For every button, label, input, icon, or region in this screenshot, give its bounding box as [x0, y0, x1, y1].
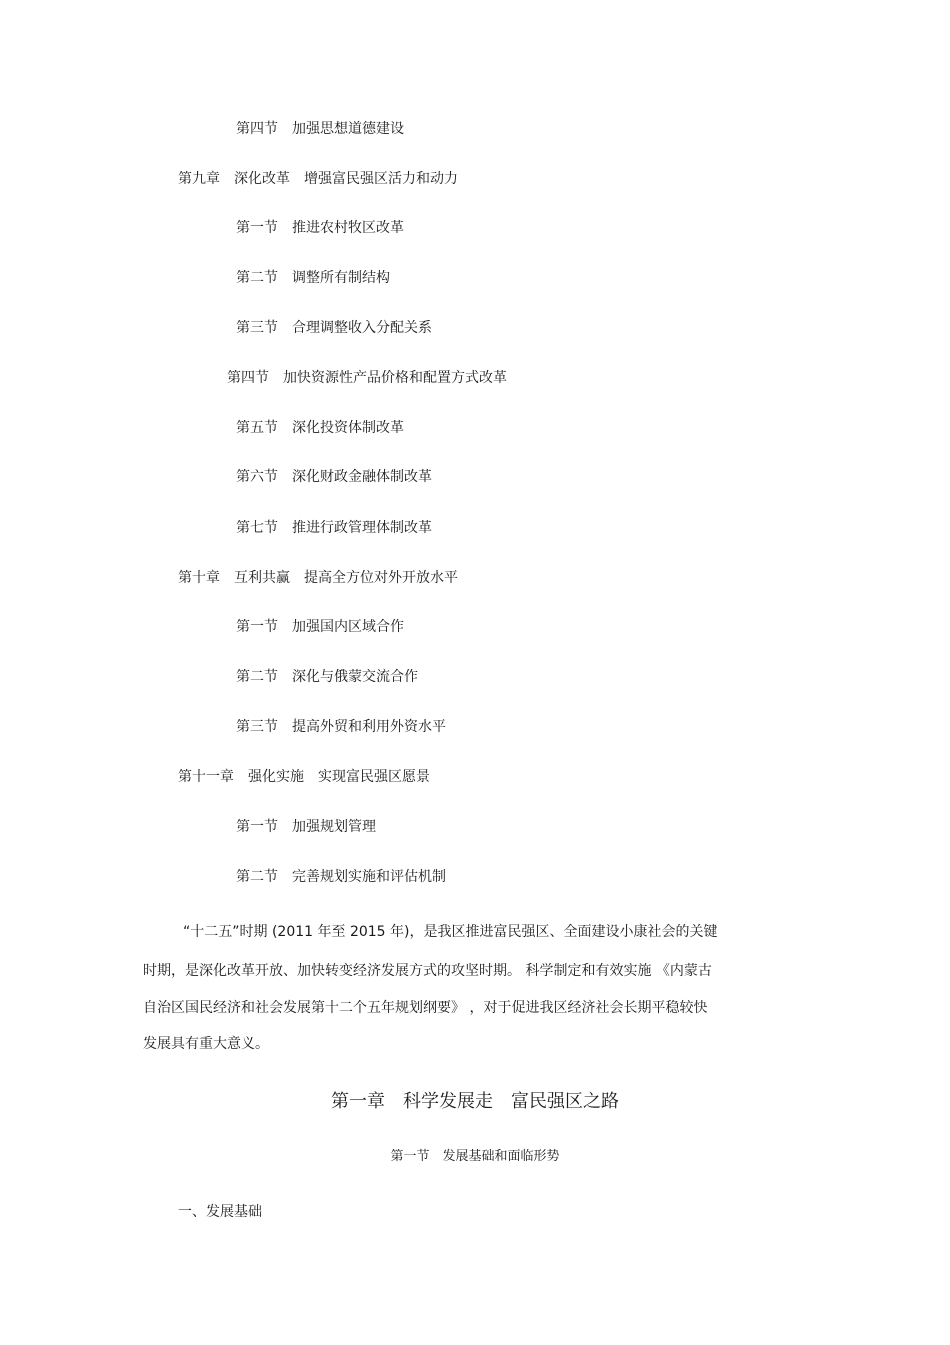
toc-entry [236, 617, 404, 637]
toc-chapter-entry [178, 169, 458, 189]
toc-entry-number: 第六节 [236, 469, 278, 485]
toc-entry [236, 318, 432, 338]
toc-entry [236, 867, 446, 887]
toc-entry-title: 加强国内区域合作 [292, 619, 404, 635]
toc-entry-title: 推进行政管理体制改革 [292, 520, 432, 536]
toc-entry-number: 第二节 [236, 869, 278, 885]
toc-entry-number: 第五节 [236, 420, 278, 436]
toc-entry [236, 518, 432, 538]
toc-entry [236, 467, 432, 487]
toc-entry [236, 667, 418, 687]
toc-entry-title: 加强思想道德建设 [292, 121, 404, 137]
toc-entry-number: 第四节 [236, 121, 278, 137]
toc-entry-title: 强化实施 实现富民强区愿景 [248, 769, 430, 785]
toc-entry-number: 第七节 [236, 520, 278, 536]
toc-entry-title: 加强规划管理 [292, 819, 376, 835]
toc-entry-number: 第一节 [236, 619, 278, 635]
toc-entry [236, 418, 404, 438]
toc-chapter-entry [178, 568, 458, 588]
toc-entry-number: 第一节 [236, 220, 278, 236]
toc-entry-title: 推进农村牧区改革 [292, 220, 404, 236]
toc-entry-number: 第二节 [236, 270, 278, 286]
subsection-heading: 一、发展基础 [178, 1204, 262, 1220]
toc-entry-title: 深化改革 增强富民强区活力和动力 [234, 171, 458, 187]
toc-chapter-entry [178, 767, 430, 787]
toc-entry-title: 深化投资体制改革 [292, 420, 404, 436]
toc-entry-number: 第十一章 [178, 769, 234, 785]
toc-entry-title: 互利共赢 提高全方位对外开放水平 [234, 570, 458, 586]
toc-entry-number: 第一节 [236, 819, 278, 835]
toc-entry [236, 218, 404, 238]
toc-entry-number: 第九章 [178, 171, 220, 187]
toc-entry-title: 深化与俄蒙交流合作 [292, 669, 418, 685]
toc-entry [227, 368, 507, 388]
toc-entry [236, 717, 446, 737]
toc-entry-number: 第二节 [236, 669, 278, 685]
intro-paragraph-line: “十二五”时期 (2011 年至 2015 年)，是我区推进富民强区、全面建设小康社会的关键 [183, 924, 718, 940]
toc-entry-number: 第三节 [236, 320, 278, 336]
toc-entry-title: 加快资源性产品价格和配置方式改革 [283, 370, 507, 386]
chapter-heading: 第一章 科学发展走 富民强区之路 [331, 1091, 619, 1112]
toc-entry-title: 深化财政金融体制改革 [292, 469, 432, 485]
toc-entry [236, 817, 376, 837]
intro-paragraph-line: 自治区国民经济和社会发展第十二个五年规划纲要》 ，对于促进我区经济社会长期平稳较快 [143, 1000, 708, 1016]
toc-entry-title: 合理调整收入分配关系 [292, 320, 432, 336]
toc-entry [236, 268, 390, 288]
toc-entry-title: 提高外贸和利用外资水平 [292, 719, 446, 735]
intro-paragraph-line: 发展具有重大意义。 [143, 1036, 269, 1052]
toc-entry-title: 完善规划实施和评估机制 [292, 869, 446, 885]
toc-entry-number: 第十章 [178, 570, 220, 586]
toc-entry-number: 第四节 [227, 370, 269, 386]
toc-entry-number: 第三节 [236, 719, 278, 735]
toc-entry [236, 119, 404, 139]
section-heading: 第一节 发展基础和面临形势 [390, 1149, 560, 1164]
toc-entry-title: 调整所有制结构 [292, 270, 390, 286]
intro-paragraph-line: 时期，是深化改革开放、加快转变经济发展方式的攻坚时期。 科学制定和有效实施 《内蒙古 [143, 963, 712, 979]
